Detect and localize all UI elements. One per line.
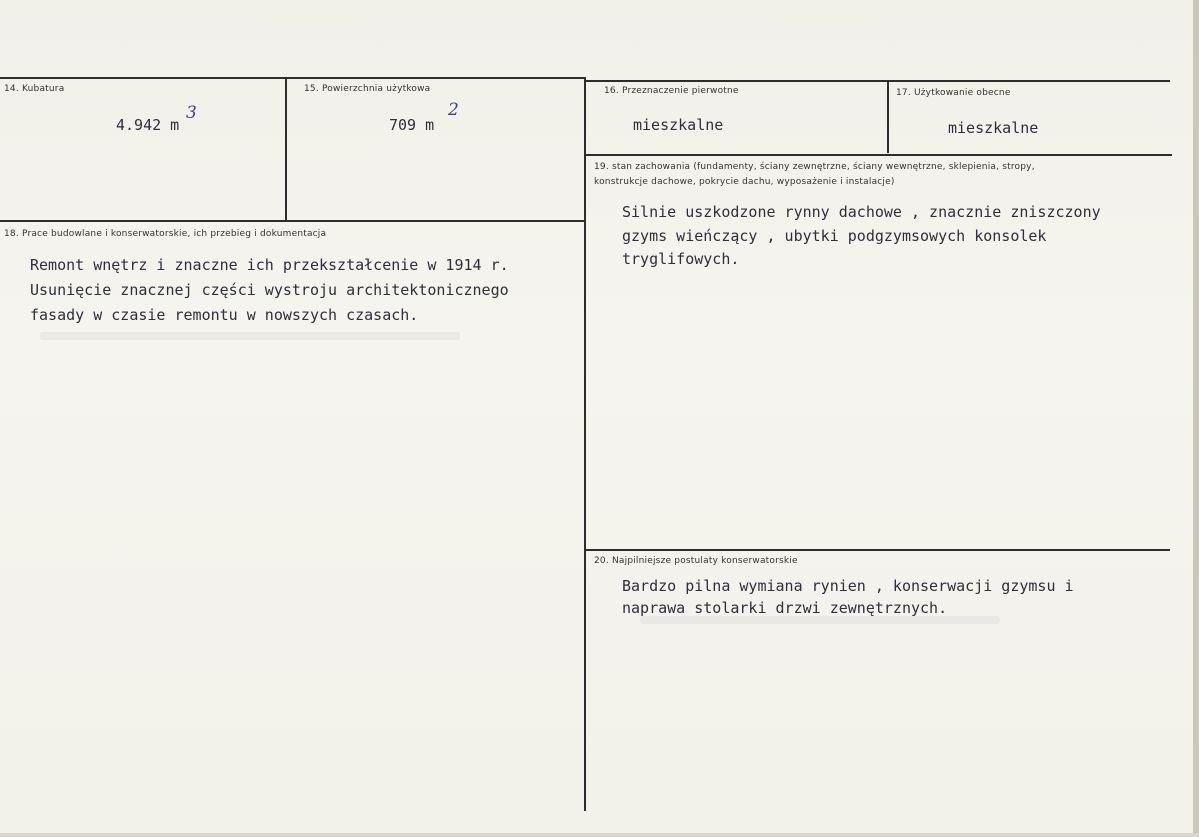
field-14-label: 14. Kubatura bbox=[4, 84, 65, 94]
field-14-value: 4.942 m bbox=[116, 116, 180, 134]
grid-line-v-main bbox=[584, 78, 586, 811]
field-18-line-3: fasady w czasie remontu w nowszych czasach. bbox=[30, 306, 419, 324]
field-19-label-line-1: 19. stan zachowania (fundamenty, ściany zewnętrzne, ściany wewnętrzne, sklepienia, stropy, bbox=[594, 162, 1035, 172]
field-18-line-1: Remont wnętrz i znaczne ich przekształcenie w 1914 r. bbox=[30, 256, 509, 274]
field-20-label: 20. Najpilniejsze postulaty konserwatorskie bbox=[594, 556, 798, 566]
grid-line-under-16-17 bbox=[586, 154, 1172, 156]
field-16-label: 16. Przeznaczenie pierwotne bbox=[604, 86, 739, 96]
card-edge-right bbox=[1193, 0, 1199, 837]
grid-line-v-16-17 bbox=[887, 81, 889, 153]
field-15-label: 15. Powierzchnia użytkowa bbox=[304, 84, 431, 94]
field-17-value: mieszkalne bbox=[948, 119, 1039, 137]
grid-line-above-20 bbox=[586, 549, 1170, 551]
grid-line-top-left bbox=[0, 77, 586, 79]
show-through-mark bbox=[640, 616, 1000, 624]
card-edge-bottom bbox=[0, 833, 1199, 837]
grid-line-under-14-15 bbox=[0, 220, 586, 222]
grid-line-top-right bbox=[586, 80, 1170, 82]
field-19-line-2: gzyms wieńczący , ubytki podgzymsowych konsolek bbox=[622, 227, 1047, 245]
field-15-value: 709 m bbox=[389, 116, 435, 134]
field-20-line-2: naprawa stolarki drzwi zewnętrznych. bbox=[622, 599, 948, 617]
field-18-line-2: Usunięcie znacznej części wystroju architektonicznego bbox=[30, 281, 509, 299]
field-19-line-1: Silnie uszkodzone rynny dachowe , znacznie zniszczony bbox=[622, 203, 1101, 221]
field-19-label-line-2: konstrukcje dachowe, pokrycie dachu, wyposażenie i instalacje) bbox=[594, 177, 895, 187]
field-14-unit-exponent: 3 bbox=[186, 103, 197, 123]
field-16-value: mieszkalne bbox=[633, 116, 724, 134]
field-17-label: 17. Użytkowanie obecne bbox=[896, 88, 1011, 98]
field-15-unit-exponent: 2 bbox=[448, 100, 459, 120]
show-through-mark bbox=[40, 332, 460, 340]
field-18-label: 18. Prace budowlane i konserwatorskie, ich przebieg i dokumentacja bbox=[4, 229, 327, 239]
field-20-line-1: Bardzo pilna wymiana rynien , konserwacji gzymsu i bbox=[622, 577, 1074, 595]
grid-line-v-14-15 bbox=[285, 78, 287, 221]
field-19-line-3: tryglifowych. bbox=[622, 250, 740, 268]
